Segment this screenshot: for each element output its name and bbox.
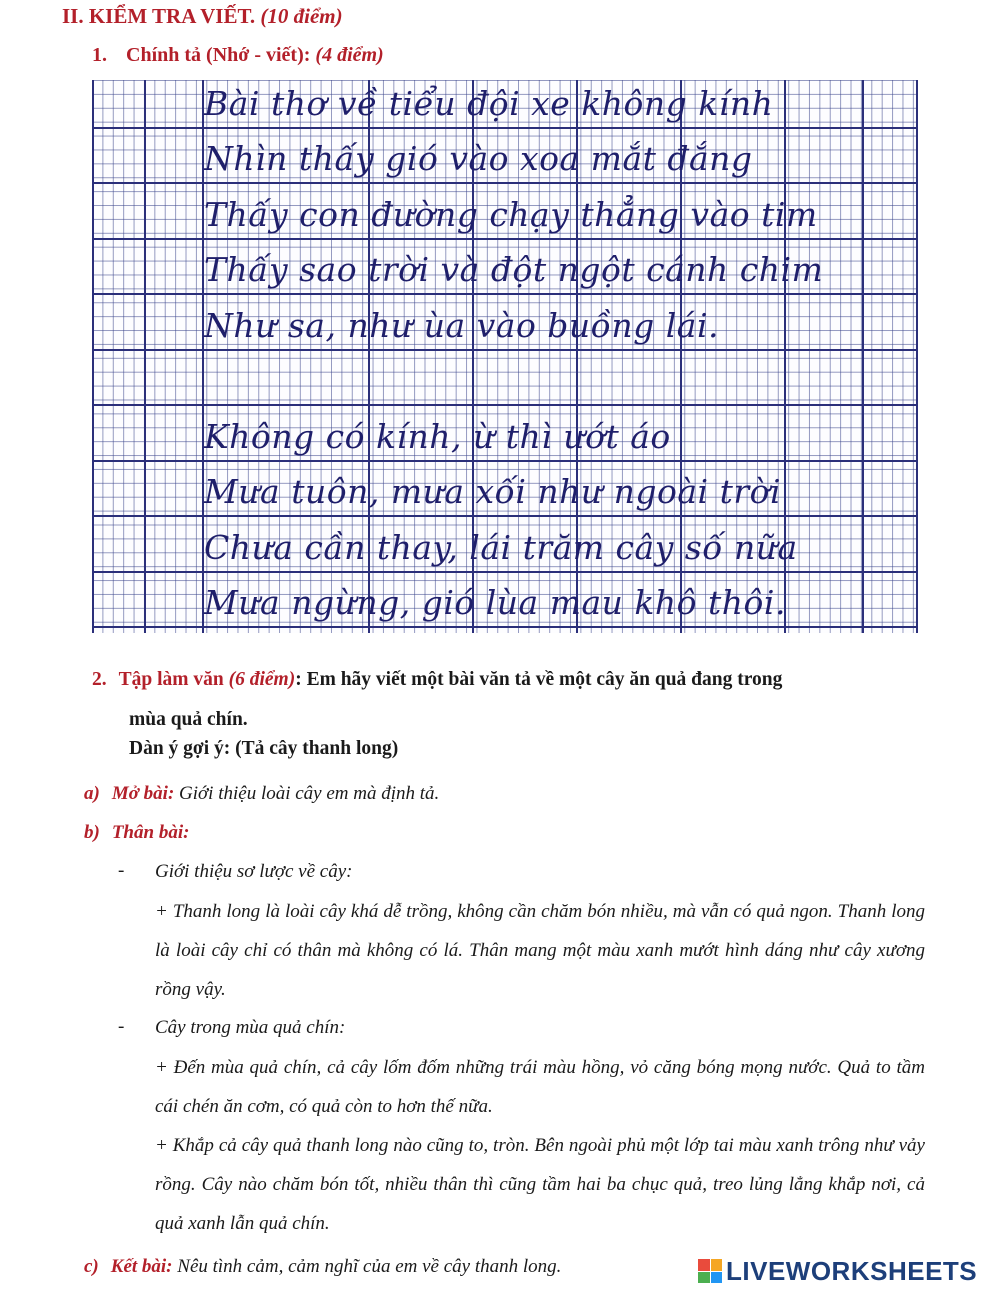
outline-b1-text: + Thanh long là loài cây khá dễ trồng, không cần chăm bón nhiều, mà vẫn có quả ngon. Thanh long là loài cây chỉ có thân mà không có lá. Thân mang một màu xanh mướt hình dáng như cây xương rồng vậy.: [155, 901, 925, 1000]
grid-row-line: [92, 404, 918, 406]
part2-prompt-line2: mùa quả chín.: [129, 709, 248, 730]
part1-points: (4 điểm): [315, 44, 384, 66]
grid-border-left: [92, 80, 94, 633]
liveworksheets-logo-text: LIVEWORKSHEETS: [726, 1255, 978, 1286]
poem-line: Thấy sao trời và đột ngột cánh chim: [204, 250, 824, 289]
outline-title: Dàn ý gợi ý: (Tả cây thanh long): [129, 738, 399, 759]
poem-line: Không có kính, ừ thì ướt áo: [204, 417, 671, 456]
liveworksheets-logo: [698, 1254, 977, 1288]
grid-row-line: [92, 349, 918, 351]
part1-number: 1.: [92, 44, 107, 66]
grid-row-line: [92, 238, 918, 240]
outline-item-b: [84, 822, 189, 844]
section-title: [62, 4, 343, 29]
logo-square: [698, 1259, 710, 1271]
part2-number: 2.: [92, 669, 107, 690]
outline-c-label: c): [84, 1256, 99, 1277]
outline-b-label: b): [84, 822, 100, 843]
outline-c-text: Nêu tình cảm, cảm nghĩ của em về cây thanh long.: [172, 1256, 562, 1277]
logo-square: [711, 1272, 723, 1284]
poem-line: Nhìn thấy gió vào xoa mắt đắng: [204, 139, 753, 178]
bullet-dash: -: [118, 860, 125, 881]
grid-row-line: [92, 460, 918, 462]
part2-points: (6 điểm): [228, 669, 296, 690]
outline-b2-title: Cây trong mùa quả chín:: [155, 1017, 346, 1038]
outline-b1-title: Giới thiệu sơ lược về cây:: [155, 861, 353, 882]
part2-prompt: [92, 660, 924, 740]
bullet-dash: -: [118, 1016, 125, 1037]
section-title-text: II. KIỂM TRA VIẾT.: [62, 4, 256, 28]
grid-column-line: [862, 80, 864, 633]
grid-row-line: [92, 293, 918, 295]
outline-b-heading: Thân bài:: [111, 822, 190, 843]
outline-item-c: [84, 1256, 561, 1278]
grid-row-line: [92, 515, 918, 517]
outline-c-heading: Kết bài:: [110, 1256, 173, 1277]
part1-title: Chính tả (Nhớ - viết):: [126, 44, 311, 66]
section-points: (10 điểm): [260, 4, 343, 28]
grid-border-right: [916, 80, 918, 633]
poem-line: Mưa ngừng, gió lùa mau khô thôi.: [204, 583, 786, 622]
part1-heading: [92, 44, 384, 67]
part2-title: Tập làm văn: [118, 669, 224, 690]
liveworksheets-logo-icon: [698, 1259, 722, 1283]
grid-row-line: [92, 182, 918, 184]
grid-row-line: [92, 571, 918, 573]
outline-item-a: [84, 783, 439, 805]
outline-a-label: a): [84, 783, 100, 804]
grid-row-line: [92, 626, 918, 628]
poem-line: Mưa tuôn, mưa xối như ngoài trời: [204, 472, 782, 511]
outline-b2-text2: + Khắp cả cây quả thanh long nào cũng to, tròn. Bên ngoài phủ một lớp tai màu xanh trông như vảy rồng. Cây nào chăm bón tốt, nhiều thân thì cũng tầm hai ba chục quả, treo lủng lẳng khắp nơi, cả quả xanh lẫn quả chín.: [155, 1135, 925, 1234]
handwriting-grid: [92, 80, 918, 633]
logo-square: [711, 1259, 723, 1271]
logo-square: [698, 1272, 710, 1284]
outline-a-heading: Mở bài:: [111, 783, 175, 804]
grid-column-line: [144, 80, 146, 633]
outline-b2-text1: + Đến mùa quả chín, cả cây lốm đốm những trái màu hồng, vỏ căng bóng mọng nước. Quả to tầm cái chén ăn cơm, có quả còn to hơn thế nữa.: [155, 1057, 925, 1117]
poem-line: Thấy con đường chạy thẳng vào tim: [204, 195, 818, 234]
poem-line: Bài thơ về tiểu đội xe không kính: [204, 84, 774, 123]
outline-a-text: Giới thiệu loài cây em mà định tả.: [174, 783, 440, 804]
part2-prompt-line1: : Em hãy viết một bài văn tả về một cây ăn quả đang trong: [295, 669, 783, 690]
poem-line: Như sa, như ùa vào buồng lái.: [204, 306, 720, 345]
grid-row-line: [92, 127, 918, 129]
poem-line: Chưa cần thay, lái trăm cây số nữa: [204, 528, 798, 567]
